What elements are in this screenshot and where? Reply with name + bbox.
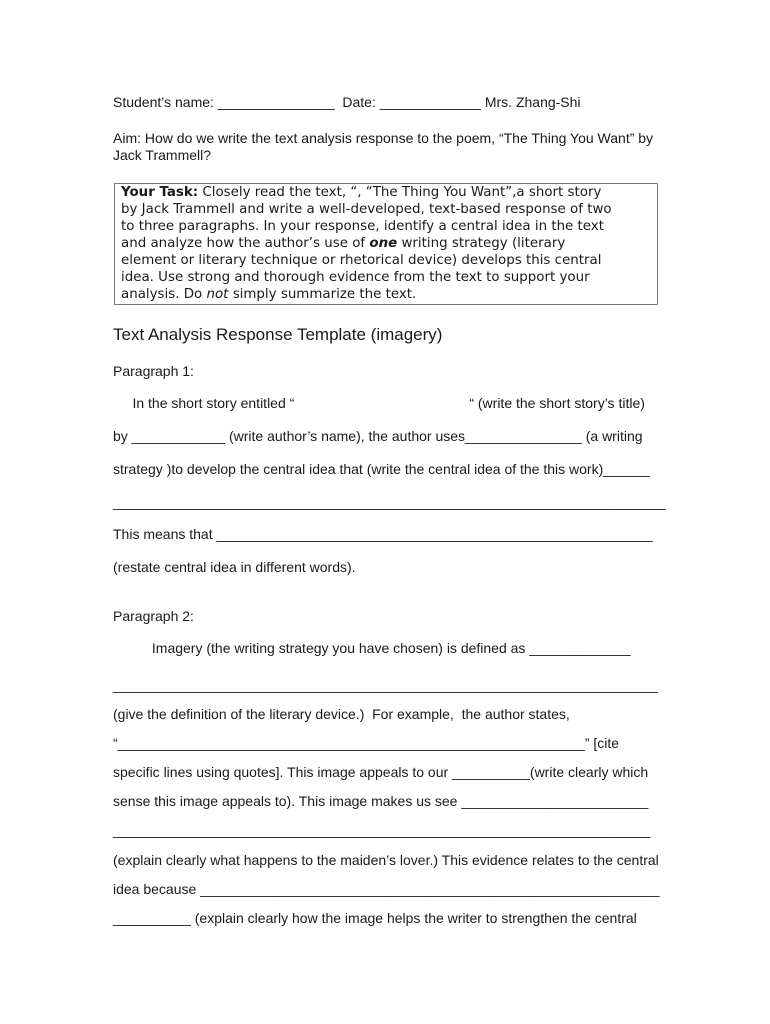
- p2-line-9: idea because ___________________________________________________________: [113, 881, 660, 897]
- p2-line-4: “____________________________________________________________” [cite: [113, 735, 620, 751]
- task-text: writing strategy (literary: [397, 236, 566, 251]
- p2-line-3: (give the definition of the literary device.) For example, the author states,: [113, 706, 570, 722]
- p1-line-2: by ____________ (write author’s name), the author uses_______________ (a writing: [113, 428, 643, 444]
- emphasis-not: not: [206, 287, 229, 302]
- task-line-1: [121, 184, 651, 201]
- p2-line-10: __________ (explain clearly how the image helps the writer to strengthen the central: [113, 910, 637, 926]
- p1-line-5: This means that ________________________________________________________: [113, 526, 653, 542]
- p2-line-6: sense this image appeals to). This image makes us see ________________________: [113, 793, 649, 809]
- task-line-3: to three paragraphs. In your response, identify a central idea in the text: [121, 219, 604, 234]
- p2-line-5: specific lines using quotes]. This image appeals to our __________(write clearly which: [113, 764, 649, 780]
- paragraph2-label: Paragraph 2:: [113, 608, 194, 624]
- task-line-4: [121, 235, 651, 252]
- p1-line-6: (restate central idea in different words).: [113, 559, 356, 575]
- p2-line-1: Imagery (the writing strategy you have chosen) is defined as _____________: [113, 640, 631, 656]
- student-info-line: Student’s name: _______________ Date: _____________ Mrs. Zhang-Shi: [113, 94, 581, 110]
- task-text: Closely read the text, “, “The Thing You Want”,a short story: [198, 185, 602, 200]
- p1-line-3: strategy )to develop the central idea that (write the central idea of the this work)______: [113, 461, 650, 477]
- task-text: analysis. Do: [121, 287, 207, 302]
- task-text: and analyze how the author’s use of: [121, 236, 370, 251]
- p2-line-7: _____________________________________________________________________: [113, 822, 651, 838]
- task-box: [114, 183, 658, 305]
- p2-line-8: (explain clearly what happens to the maiden’s lover.) This evidence relates to the central: [113, 852, 659, 868]
- p1-line-4: _______________________________________________________________________: [113, 494, 666, 510]
- task-line-5: element or literary technique or rhetorical device) develops this central: [121, 253, 602, 268]
- paragraph1-label: Paragraph 1:: [113, 363, 194, 379]
- task-line-6: idea. Use strong and thorough evidence from the text to support your: [121, 270, 590, 285]
- p2-line-2: ______________________________________________________________________: [113, 677, 659, 693]
- task-label: Your Task:: [121, 185, 199, 200]
- p1-line-1: In the short story entitled “ “ (write the short story’s title): [113, 395, 645, 411]
- task-line-7: [121, 286, 651, 303]
- template-heading: Text Analysis Response Template (imagery): [113, 325, 443, 344]
- task-line-2: by Jack Trammell and write a well-developed, text-based response of two: [121, 202, 612, 217]
- task-text: simply summarize the text.: [228, 287, 417, 302]
- aim-statement: Aim: How do we write the text analysis response to the poem, “The Thing You Want” by Jack Trammell?: [113, 130, 654, 163]
- emphasis-one: one: [369, 236, 398, 251]
